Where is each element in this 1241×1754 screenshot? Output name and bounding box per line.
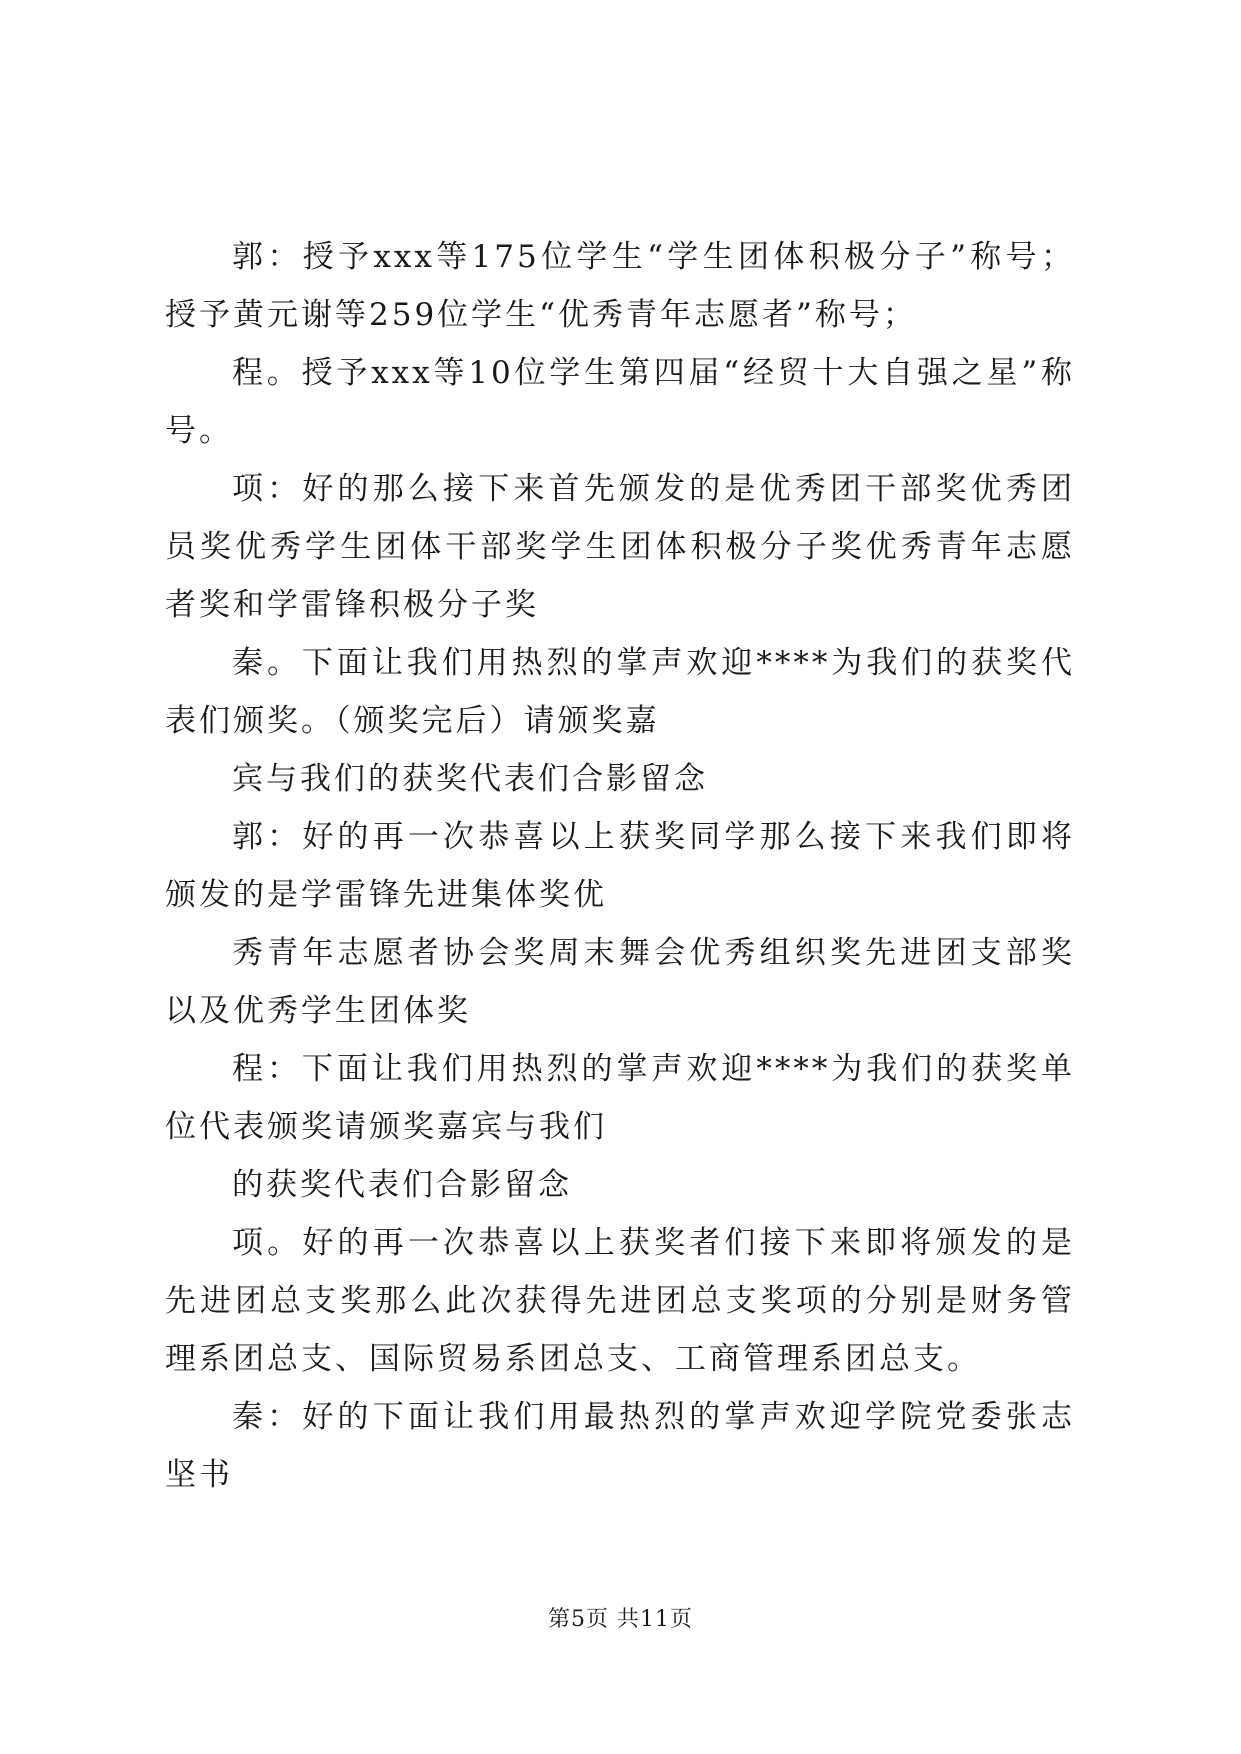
paragraph: 秦：好的下面让我们用最热烈的掌声欢迎学院党委张志坚书 — [165, 1399, 1075, 1493]
paragraph: 宾与我们的获奖代表们合影留念 — [232, 761, 708, 797]
paragraph: 的获奖代表们合影留念 — [232, 1167, 572, 1203]
paragraph: 项。好的再一次恭喜以上获奖者们接下来即将颁发的是先进团总支奖那么此次获得先进团总支奖项的分别是财务管理系团总支、国际贸易系团总支、工商管理系团总支。 — [165, 1225, 1075, 1377]
paragraph: 秀青年志愿者协会奖周末舞会优秀组织奖先进团支部奖以及优秀学生团体奖 — [165, 935, 1075, 1029]
paragraph: 郭：授予xxx等175位学生“学生团体积极分子”称号；授予黄元谢等259位学生“优秀青年志愿者”称号； — [165, 239, 1075, 333]
paragraph: 项：好的那么接下来首先颁发的是优秀团干部奖优秀团员奖优秀学生团体干部奖学生团体积极分子奖优秀青年志愿者奖和学雷锋积极分子奖 — [165, 471, 1075, 623]
paragraph: 程：下面让我们用热烈的掌声欢迎****为我们的获奖单位代表颁奖请颁奖嘉宾与我们 — [165, 1051, 1075, 1145]
paragraph: 秦。下面让我们用热烈的掌声欢迎****为我们的获奖代表们颁奖。（颁奖完后）请颁奖嘉 — [165, 645, 1075, 739]
paragraph: 郭：好的再一次恭喜以上获奖同学那么接下来我们即将颁发的是学雷锋先进集体奖优 — [165, 819, 1075, 913]
paragraph: 程。授予xxx等10位学生第四届“经贸十大自强之星”称号。 — [165, 355, 1075, 449]
page-number-footer: 第5页 共11页 — [548, 1607, 693, 1632]
document-body — [165, 228, 1075, 1504]
